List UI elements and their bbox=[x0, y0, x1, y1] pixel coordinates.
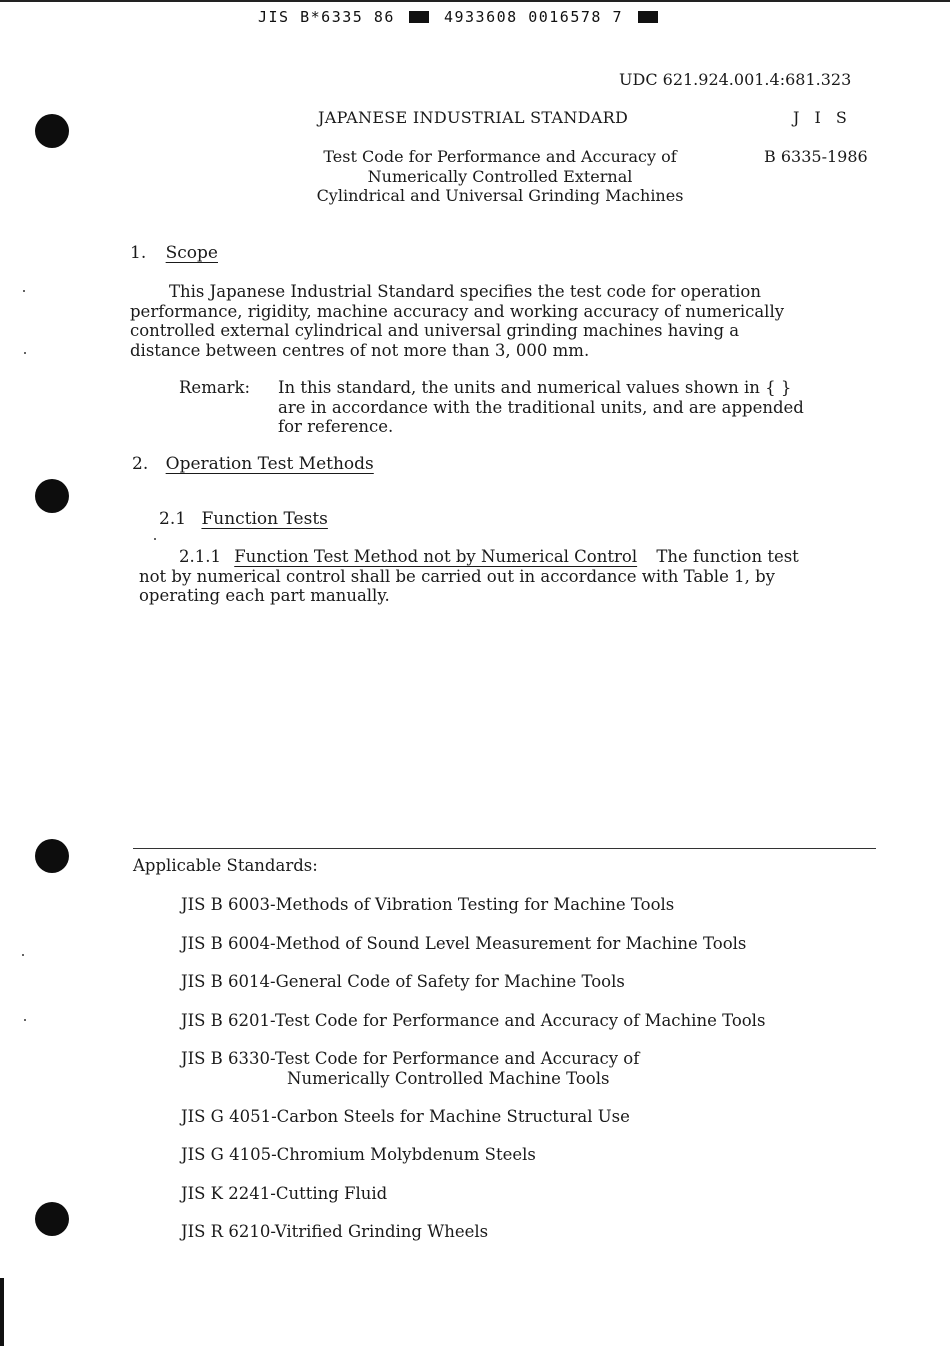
footnote-divider bbox=[133, 848, 876, 849]
applicable-standard-item: JIS B 6004-Method of Sound Level Measurement for Machine Tools bbox=[181, 934, 747, 953]
doc-title-line: Cylindrical and Universal Grinding Machines bbox=[316, 186, 684, 205]
scan-speck bbox=[24, 1019, 26, 1021]
scan-speck bbox=[154, 538, 156, 540]
standard-title: JAPANESE INDUSTRIAL STANDARD bbox=[318, 108, 629, 127]
applicable-standard-item: JIS B 6201-Test Code for Performance and Accuracy of Machine Tools bbox=[181, 1011, 766, 1030]
scan-edge-mark bbox=[0, 1278, 4, 1346]
applicable-standard-item: JIS K 2241-Cutting Fluid bbox=[181, 1184, 388, 1203]
scope-paragraph bbox=[130, 282, 870, 360]
punch-hole bbox=[35, 114, 69, 148]
paragraph-line: distance between centres of not more than 3, 000 mm. bbox=[130, 340, 590, 360]
standard-item-line: JIS B 6330-Test Code for Performance and Accuracy of bbox=[181, 1049, 640, 1068]
document-title bbox=[280, 147, 720, 206]
section-number: 2. bbox=[132, 454, 149, 474]
section-2-heading bbox=[132, 454, 374, 474]
remark-label: Remark: bbox=[179, 378, 251, 397]
subsubsection-title: Function Test Method not by Numerical Control bbox=[234, 547, 638, 566]
punch-hole bbox=[35, 839, 69, 873]
doc-title-line: Test Code for Performance and Accuracy of bbox=[323, 147, 677, 166]
applicable-standard-item: JIS B 6014-General Code of Safety for Machine Tools bbox=[181, 972, 625, 991]
scan-speck bbox=[23, 290, 25, 292]
paragraph-line: This Japanese Industrial Standard specifies the test code for operation bbox=[169, 282, 761, 301]
remark-line: for reference. bbox=[278, 417, 394, 436]
punch-hole bbox=[35, 1202, 69, 1236]
paragraph-line: operating each part manually. bbox=[139, 586, 390, 605]
subsubsection-number: 2.1.1 bbox=[179, 547, 221, 566]
scan-speck bbox=[22, 954, 24, 956]
paragraph-text: The function test bbox=[656, 547, 799, 566]
document-code-header bbox=[258, 8, 662, 26]
applicable-standard-item: JIS G 4051-Carbon Steels for Machine Structural Use bbox=[181, 1107, 630, 1126]
udc-number: UDC 621.924.001.4:681.323 bbox=[619, 70, 852, 89]
subsection-title: Function Tests bbox=[201, 509, 328, 529]
standard-item-continuation: Numerically Controlled Machine Tools bbox=[287, 1068, 610, 1088]
applicable-standard-item: JIS B 6003-Methods of Vibration Testing for Machine Tools bbox=[181, 895, 675, 914]
doc-title-line: Numerically Controlled External bbox=[367, 166, 633, 186]
subsection-2-1-heading bbox=[159, 509, 328, 529]
section-1-heading bbox=[130, 243, 218, 263]
jis-mark: J I S bbox=[793, 108, 852, 127]
punch-hole bbox=[35, 479, 69, 513]
applicable-standard-item bbox=[181, 1049, 639, 1088]
section-title: Scope bbox=[165, 243, 218, 263]
remark-text bbox=[278, 378, 878, 437]
doc-code-left: JIS B*6335 86 bbox=[258, 8, 395, 26]
applicable-standard-item: JIS G 4105-Chromium Molybdenum Steels bbox=[181, 1145, 536, 1164]
applicable-standard-item: JIS R 6210-Vitrified Grinding Wheels bbox=[181, 1222, 489, 1241]
section-title: Operation Test Methods bbox=[165, 454, 374, 474]
remark-line: are in accordance with the traditional units, and are appended bbox=[278, 397, 804, 417]
top-rule bbox=[0, 0, 950, 2]
paragraph-line: performance, rigidity, machine accuracy and working accuracy of numerically bbox=[130, 301, 785, 321]
document-number: B 6335-1986 bbox=[764, 147, 868, 166]
black-block-mark bbox=[409, 11, 429, 23]
subsection-2-1-1-paragraph bbox=[139, 547, 869, 606]
scan-speck bbox=[24, 352, 26, 354]
paragraph-line: controlled external cylindrical and universal grinding machines having a bbox=[130, 321, 740, 340]
black-block-mark bbox=[638, 11, 658, 23]
subsection-number: 2.1 bbox=[159, 509, 187, 529]
section-number: 1. bbox=[130, 243, 147, 263]
paragraph-line: not by numerical control shall be carried out in accordance with Table 1, by bbox=[139, 566, 775, 586]
doc-code-mid: 4933608 0016578 7 bbox=[443, 8, 623, 26]
applicable-standards-heading: Applicable Standards: bbox=[133, 856, 318, 875]
remark-line: In this standard, the units and numerical values shown in { } bbox=[278, 378, 792, 397]
